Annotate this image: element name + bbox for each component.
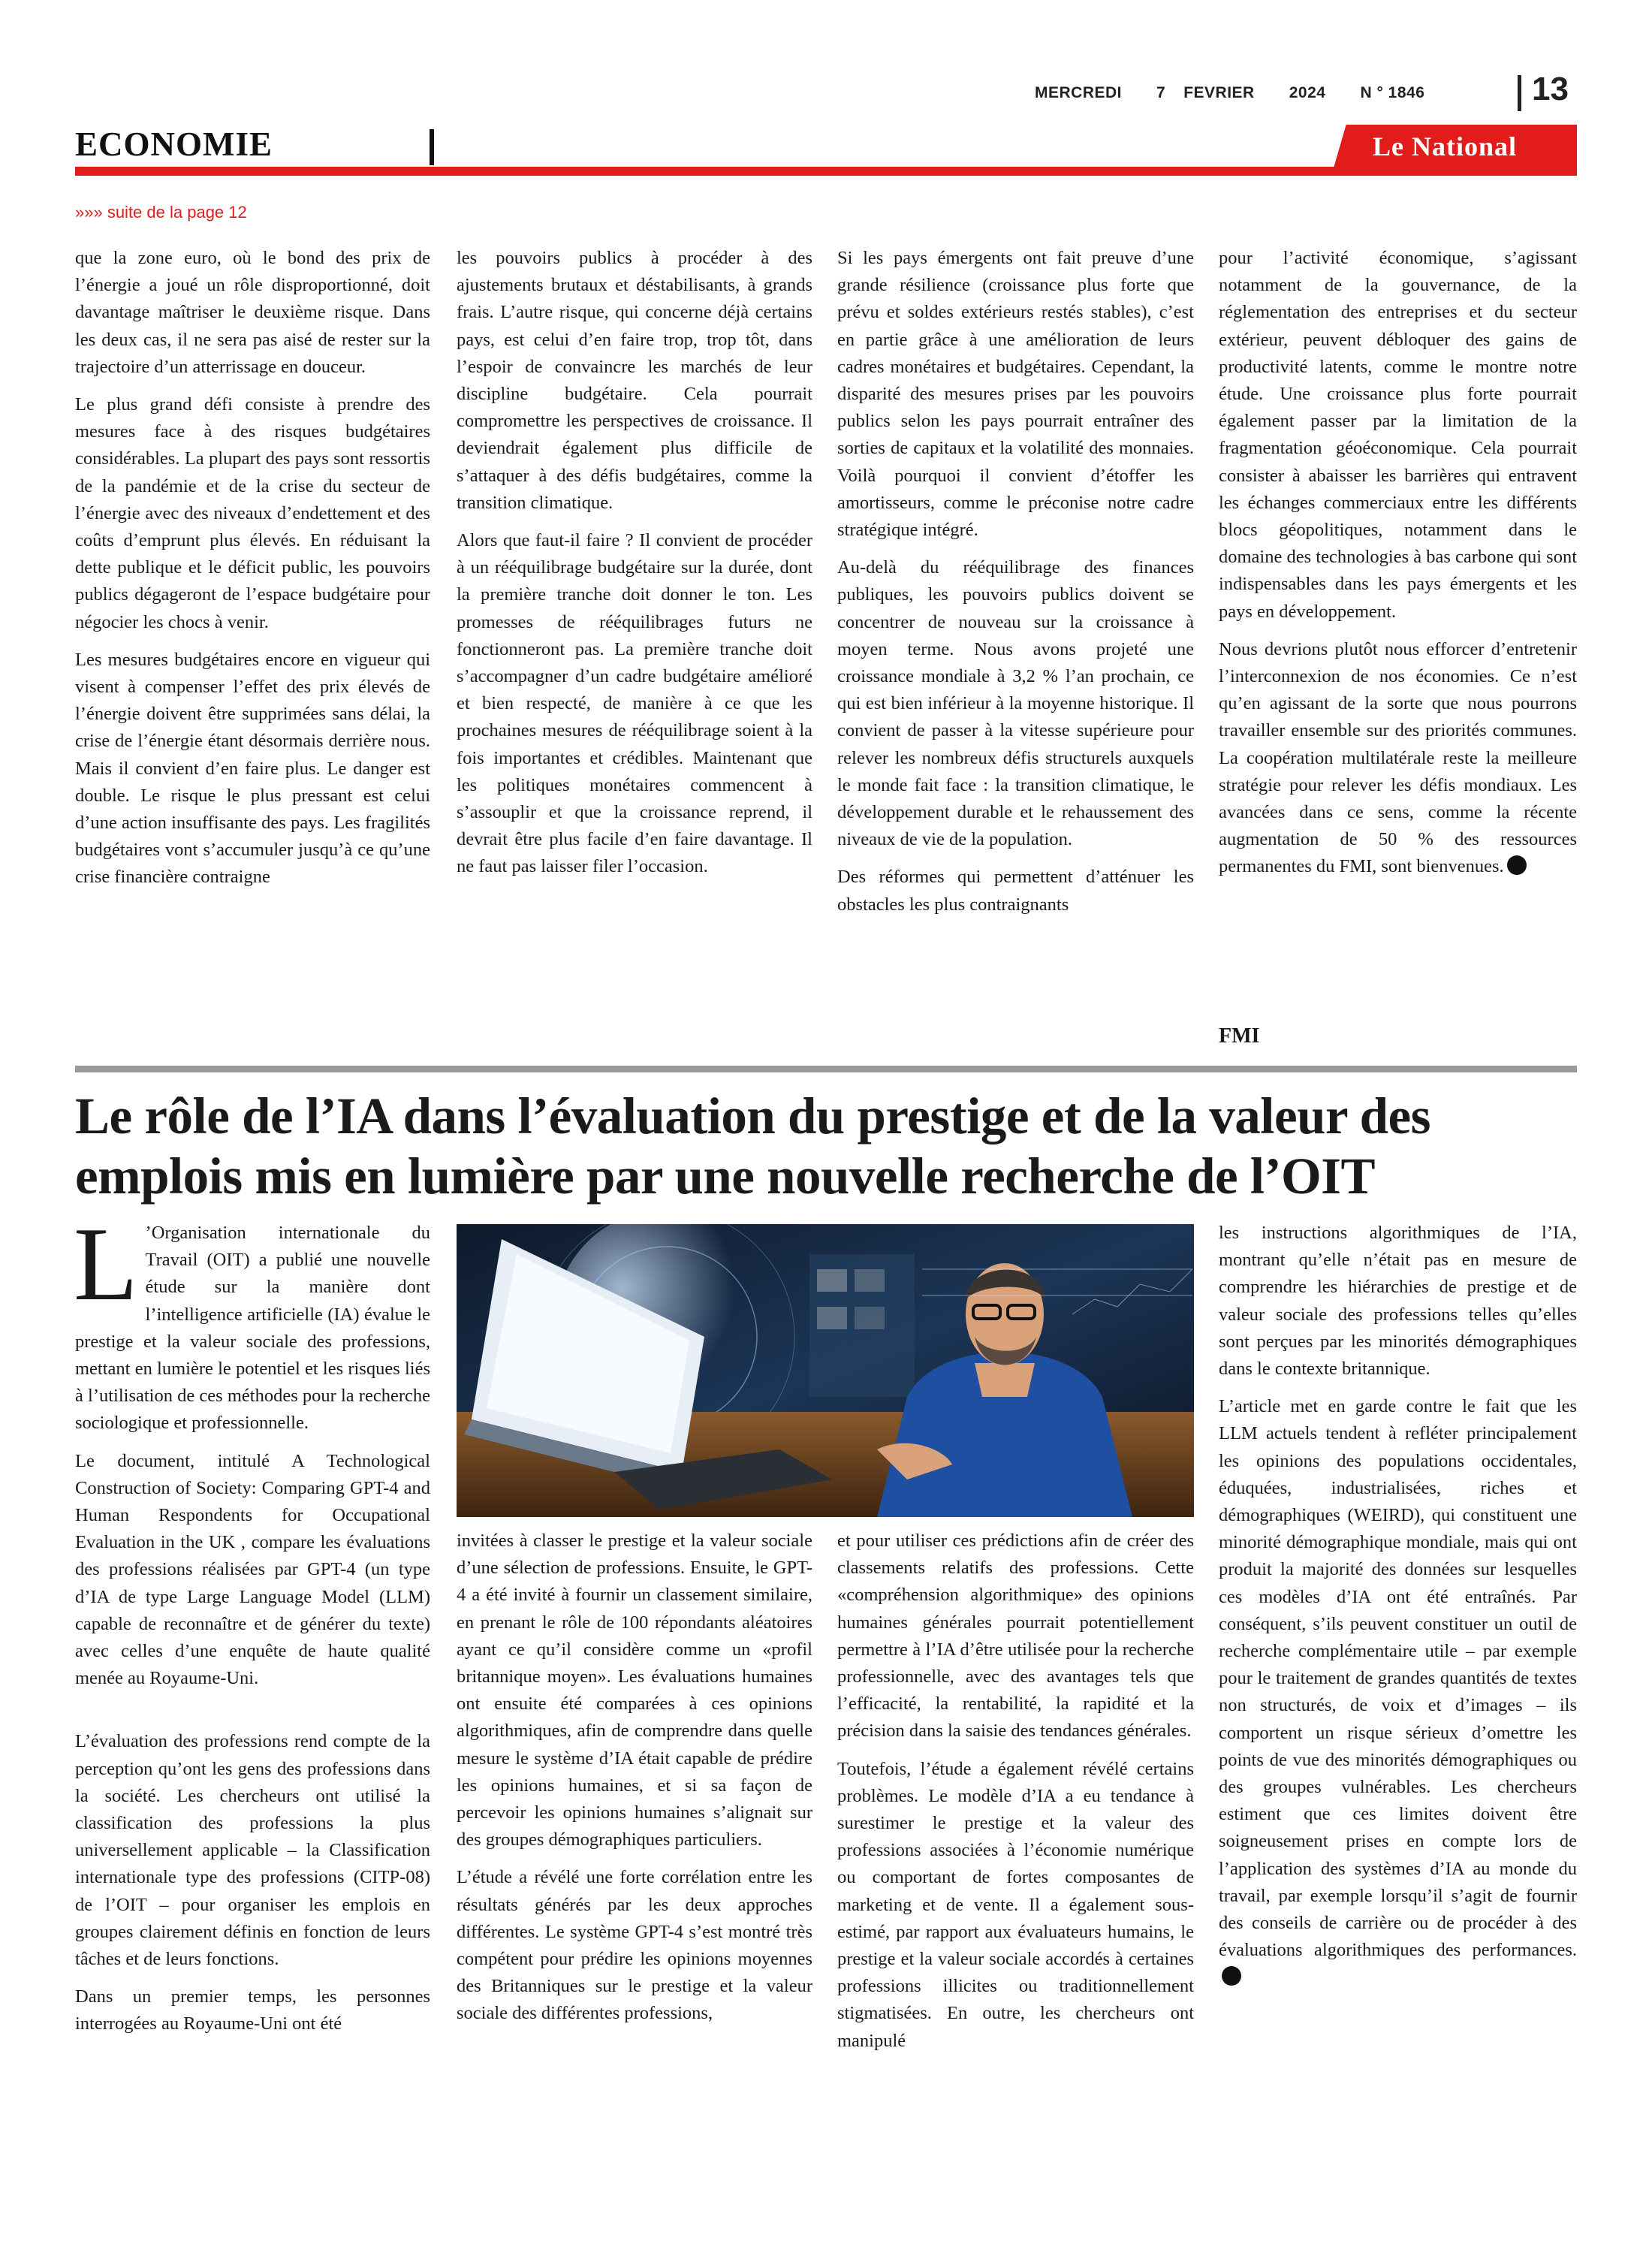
- lead-paragraph: [74, 1206, 430, 1437]
- top-article-column-2: [457, 245, 812, 891]
- paragraph: invitées à classer le prestige et la valeur sociale d’une sélection de professions. Ensuite, le GPT-4 a été invité à fournir un classement similaire, en prenant le rôle de 100 répondants aléatoires ayant ce qu’il considère comme un «profil britannique moyen». Les évaluations humaines ont ensuite été comparées à ces opinions algorithmiques, afin de comprendre dans quelle mesure le système d’IA était capable de prédire les opinions humaines, et si sa façon de percevoir les opinions humaines s’alignait sur des groupes démographiques particuliers.: [457, 1531, 812, 1850]
- issue-month: FEVRIER: [1183, 84, 1255, 101]
- main-article-column-2: [457, 1528, 812, 2038]
- issue-day: MERCREDI: [1035, 84, 1123, 101]
- article-separator: [75, 1066, 1577, 1072]
- paragraph: Si les pays émergents ont fait preuve d’une grande résilience (croissance plus forte que prévu et soldes extérieurs restés stables), c’est en partie grâce à une amélioration de leurs cadres monétaires et budgétaires. Cependant, la disparité des mesures prises par les pouvoirs publics selon les pays pourrait entraîner des sorties de capitaux et la volatilité des monnaies. Voilà pourquoi il convient d’étoffer les amortisseurs, comme le préconise notre cadre stratégique intégré.: [837, 248, 1194, 541]
- main-article-column-1: [74, 1206, 430, 2049]
- issue-date: [1035, 84, 1424, 102]
- article-photo-developer-at-computer: [457, 1224, 1194, 1517]
- section-divider: [430, 129, 434, 165]
- lead-text: ’Organisation internationale du Travail (OIT) a publié une nouvelle étude sur la manière dont l’intelligence artificielle (IA) évalue le prestige et la valeur sociale des professions, mettant en lumière le potentiel et les risques liés à l’utilisation de ces méthodes pour la recherche sociologique et professionnelle.: [75, 1223, 430, 1434]
- issue-year: 2024: [1289, 84, 1326, 101]
- section-title: ECONOMIE: [75, 125, 273, 163]
- paragraph: Toutefois, l’étude a également révélé certains problèmes. Le modèle d’IA a eu tendance à surestimer le prestige et la valeur des professions associées à l’économie numérique ou comportant de fortes composantes de marketing et de vente. Il a également sous-estimé, par rapport aux évaluateurs humains, le prestige et la valeur sociale accordés à certaines professions illicites ou traditionnellement stigmatisées. En outre, les chercheurs ont manipulé: [837, 1758, 1194, 2051]
- paragraph: Dans un premier temps, les personnes interrogées au Royaume-Uni ont été: [75, 1986, 430, 2034]
- paragraph: Alors que faut-il faire ? Il convient de procéder à un rééquilibrage budgétaire sur la durée, dont la première tranche doit donner le ton. Les promesses de rééquilibrages futurs ne fonctionneront pas. La première tranche doit s’accompagner d’un cadre budgétaire amélioré et bien respecté, de manière à ce que les prochaines mesures de rééquilibrage soient à la fois importantes et crédibles. Maintenant que les politiques monétaires commencent à s’assouplir et que la croissance reprend, il devrait être plus facile d’en faire davantage. Il ne faut pas laisser filer l’occasion.: [457, 530, 812, 877]
- paragraph: Au-delà du rééquilibrage des finances publiques, les pouvoirs publics doivent se concentrer de nouveau sur la croissance à moyen terme. Nous avons projeté une croissance mondiale à 3,2 % l’an prochain, ce qui est bien inférieur à la moyenne historique. Il convient de passer à la vitesse supérieure pour relever les nombreux défis structurels auxquels le monde fait face : la transition climatique, le développement durable et le rehaussement des niveaux de vie de la population.: [837, 557, 1194, 850]
- paragraph: L’étude a révélé une forte corrélation entre les résultats générés par les deux approches différentes. Le système GPT-4 s’est montré très compétent pour prédire les opinions moyennes des Britanniques sur le prestige et la valeur sociale des différentes professions,: [457, 1867, 812, 2024]
- top-article-column-4: [1219, 245, 1577, 891]
- paragraph: L’évaluation des professions rend compte de la perception qu’ont les gens des professions dans la société. Les chercheurs ont utilisé la classification des professions la plus universellement applicable – la Classification internationale type des professions (CITP-08) de l’OIT – pour organiser les emplois en groupes clairement définis en fonction de leurs tâches et de leurs fonctions.: [75, 1731, 430, 1970]
- top-article-column-1: [75, 245, 430, 902]
- paragraph: et pour utiliser ces prédictions afin de créer des classements relatifs des professions. Cette «compréhension algorithmique» des opinions humaines générales pourrait potentiellement permettre à l’IA d’être utilisée pour la recherche professionnelle, avec des avantages tels que l’efficacité, la rentabilité, la rapidité et la précision dans la saisie des tendances générales.: [837, 1531, 1194, 1742]
- continued-from-note: »»» suite de la page 12: [75, 203, 247, 222]
- paragraph: pour l’activité économique, s’agissant notamment de la gouvernance, de la réglementation des entreprises et du secteur extérieur, peuvent débloquer des gains de productivité latents, comme le montre notre étude. Une croissance plus forte pourrait également passer par la limitation de la fragmentation géoéconomique. Cela pourrait consister à abaisser les barrières qui entravent les échanges commerciaux entre les différents blocs géopolitiques, notamment dans le domaine des technologies à bas carbone qui sont indispensables dans les pays émergents et les pays en développement.: [1219, 248, 1577, 622]
- page-number-divider: [1518, 75, 1521, 111]
- paragraph: Les mesures budgétaires encore en vigueur qui visent à compenser l’effet des prix élevés de l’énergie doivent être supprimées sans délai, la crise de l’énergie étant désormais derrière nous. Mais il convient d’en faire plus. Le danger est double. Le risque le plus pressant est celui d’une action insuffisante des pays. Les fragilités budgétaires vont s’accumuler jusqu’à ce qu’une crise financière contraigne: [75, 649, 430, 888]
- paragraph: [1219, 1393, 1577, 1991]
- end-of-article-mark: [1507, 855, 1527, 875]
- top-article-column-3: [837, 245, 1194, 929]
- main-article-column-4: [1219, 1220, 1577, 2002]
- paragraph: que la zone euro, où le bond des prix de l’énergie a joué un rôle disproportionné, doit davantage maîtriser le deuxième risque. Dans les deux cas, il ne sera pas aisé de rester sur la trajectoire d’un atterrissage en douceur.: [75, 248, 430, 377]
- article-headline: Le rôle de l’IA dans l’évaluation du prestige et de la valeur des emplois mis en lumière par une nouvelle recherche de l’OIT: [75, 1087, 1430, 1205]
- end-of-article-mark: [1222, 1966, 1241, 1986]
- issue-number: N ° 1846: [1360, 84, 1425, 101]
- main-article-column-3: [837, 1528, 1194, 2065]
- drop-cap: L: [74, 1206, 138, 1323]
- paragraph-text: Nous devrions plutôt nous efforcer d’entretenir l’interconnexion de nos économies. Ce n’est qu’en agissant de la sorte que nous pourrons travailler ensemble sur des priorités communes. La coopération multilatérale reste la meilleure stratégie pour relever les défis mondiaux. Les avancées dans ce sens, comme la récente augmentation de 50 % des ressources permanentes du FMI, sont bienvenues.: [1219, 638, 1577, 877]
- paragraph: Le document, intitulé A Technological Construction of Society: Comparing GPT-4 and Human Respondents for Occupational Evaluation in the UK , compare les évaluations des professions réalisées par GPT-4 (un type d’IA de type Large Language Model (LLM) capable de reconnaître et de générer du texte) avec celles d’une enquête de haute qualité menée au Royaume-Uni.: [75, 1450, 430, 1689]
- issue-date-number: 7: [1156, 84, 1166, 101]
- paragraph: Des réformes qui permettent d’atténuer les obstacles les plus contraignants: [837, 867, 1194, 915]
- paragraph: les pouvoirs publics à procéder à des ajustements brutaux et déstabilisants, à grands frais. L’autre risque, qui concerne déjà certains pays, est celui d’en faire trop, trop tôt, dans l’espoir de convaincre les marchés de leur discipline budgétaire. Cela pourrait compromettre les perspectives de croissance. Il deviendrait également plus difficile de s’attaquer à des défis budgétaires, comme la transition climatique.: [457, 248, 812, 513]
- paragraph: [1219, 636, 1577, 881]
- paragraph: les instructions algorithmiques de l’IA, montrant qu’elle n’était pas en mesure de comprendre les hiérarchies de prestige et de valeur sociale des professions telles qu’elles sont perçues par les minorités démographiques dans le contexte britannique.: [1219, 1223, 1577, 1380]
- paragraph-text: L’article met en garde contre le fait que les LLM actuels tendent à refléter principalement les opinions des populations occidentales, éduquées, industrialisées, riches et démographiques (WEIRD), qui constituent une minorité démographique mondiale, mais qui ont produit la majorité des données sur lesquelles ces modèles d’IA ont été entraînés. Par conséquent, s’ils peuvent constituer un outil de recherche complémentaire utile – par exemple pour le traitement de grandes quantités de textes non structurés, de voix et d’images – ils comportent un risque sérieux d’omettre les points de vue des minorités démographiques ou des groupes vulnérables. Les chercheurs estiment que ces limites doivent être soigneusement prises en compte lors de l’application des systèmes d’IA au monde du travail, par exemple lorsqu’il s’agit de fournir des conseils de carrière ou de procéder à des évaluations algorithmiques des performances.: [1219, 1396, 1577, 1961]
- article-signature: FMI: [1219, 1024, 1260, 1048]
- paragraph: Le plus grand défi consiste à prendre des mesures face à des risques budgétaires considérables. La plupart des pays sont ressortis de la pandémie et de la crise du secteur de l’énergie avec des niveaux d’endettement et des coûts d’emprunt plus élevés. En réduisant la dette publique et le déficit public, les pouvoirs publics dégageront de l’espace budgétaire pour négocier les chocs à venir.: [75, 394, 430, 632]
- brand-name: Le National: [1373, 131, 1518, 161]
- page-number: 13: [1532, 71, 1569, 107]
